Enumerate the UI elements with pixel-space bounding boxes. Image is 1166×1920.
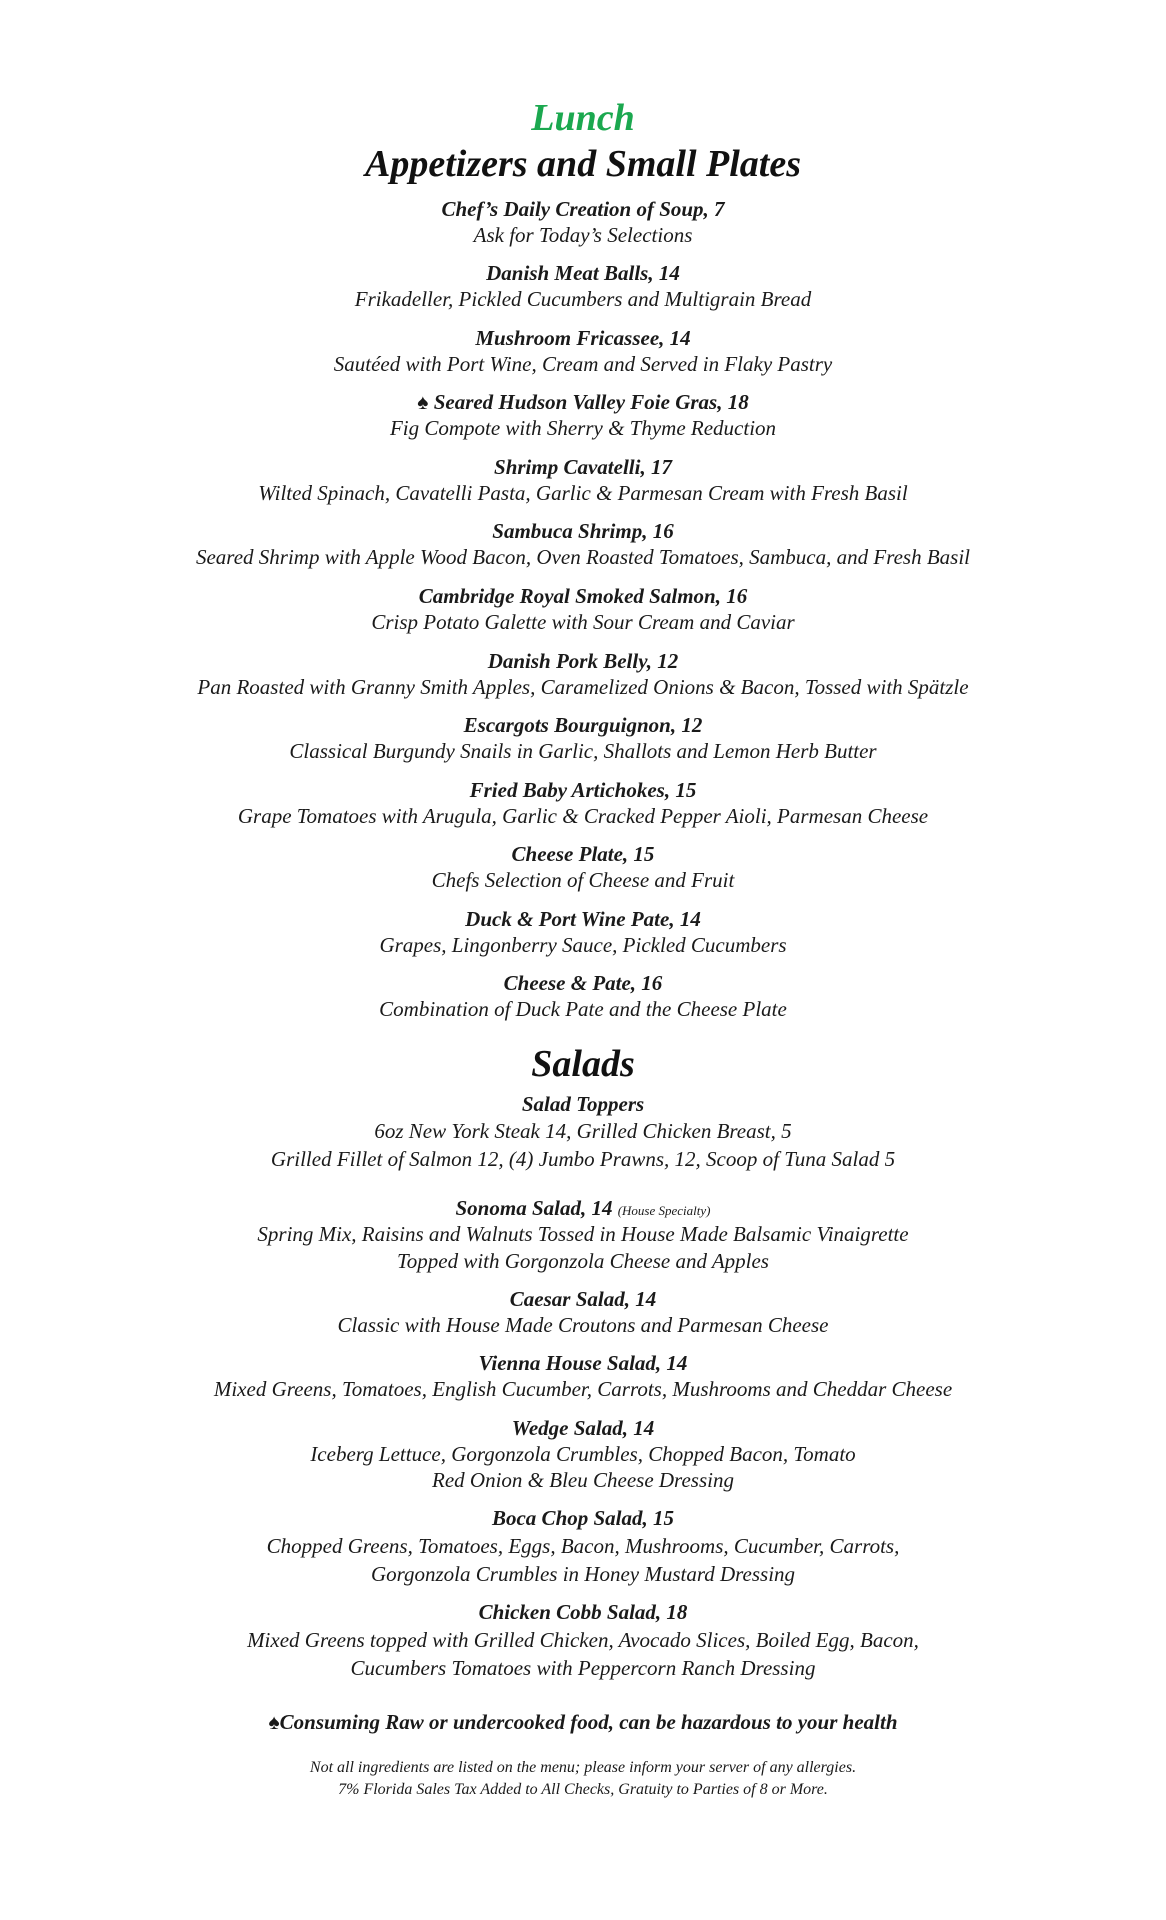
salad-item-desc: Spring Mix, Raisins and Walnuts Tossed in House Made Balsamic Vinaigrette — [257, 1222, 909, 1246]
appetizer-item-name: Cheese & Pate, 16 — [503, 971, 663, 995]
appetizer-item-desc: Fig Compote with Sherry & Thyme Reduction — [389, 416, 777, 440]
salad-item-desc: Red Onion & Bleu Cheese Dressing — [432, 1468, 734, 1492]
appetizer-item-desc: Wilted Spinach, Cavatelli Pasta, Garlic & Parmesan Cream with Fresh Basil — [258, 481, 908, 505]
appetizer-item-desc: Ask for Today’s Selections — [473, 223, 693, 247]
raw-food-warning: ♠Consuming Raw or undercooked food, can be hazardous to your health — [268, 1710, 898, 1734]
salad-item-name — [0, 1196, 1166, 1221]
salad-toppers-line: Grilled Fillet of Salmon 12, (4) Jumbo Prawns, 12, Scoop of Tuna Salad 5 — [270, 1147, 896, 1171]
salad-toppers-title: Salad Toppers — [521, 1092, 645, 1116]
appetizer-item-name: Duck & Port Wine Pate, 14 — [465, 907, 701, 931]
salad-toppers-line: 6oz New York Steak 14, Grilled Chicken Breast, 5 — [374, 1119, 792, 1143]
salad-item-desc: Topped with Gorgonzola Cheese and Apples — [397, 1249, 769, 1273]
salad-item-name: Vienna House Salad, 14 — [478, 1351, 688, 1375]
salad-item-name: Chicken Cobb Salad, 18 — [478, 1600, 688, 1624]
appetizer-item-desc: Combination of Duck Pate and the Cheese Plate — [379, 997, 787, 1021]
appetizer-item-name: ♠ Seared Hudson Valley Foie Gras, 18 — [417, 390, 749, 414]
salad-item-desc: Classic with House Made Croutons and Parmesan Cheese — [337, 1313, 829, 1337]
salad-item-name-text: Sonoma Salad, 14 — [455, 1196, 613, 1220]
menu-meal-title: Lunch — [531, 97, 635, 139]
appetizer-item-desc: Grapes, Lingonberry Sauce, Pickled Cucumbers — [379, 933, 787, 957]
appetizer-item-desc: Sautéed with Port Wine, Cream and Served in Flaky Pastry — [333, 352, 833, 376]
salad-item-desc: Chopped Greens, Tomatoes, Eggs, Bacon, Mushrooms, Cucumber, Carrots, — [266, 1534, 900, 1558]
appetizer-item-name: Escargots Bourguignon, 12 — [463, 713, 703, 737]
appetizer-item-name: Fried Baby Artichokes, 15 — [469, 778, 697, 802]
appetizer-item-desc: Frikadeller, Pickled Cucumbers and Multigrain Bread — [354, 287, 812, 311]
appetizer-item-name: Cheese Plate, 15 — [511, 842, 655, 866]
salad-item-desc: Gorgonzola Crumbles in Honey Mustard Dressing — [370, 1562, 796, 1586]
salad-item-desc: Mixed Greens topped with Grilled Chicken, Avocado Slices, Boiled Egg, Bacon, — [247, 1628, 919, 1652]
appetizer-item-desc: Chefs Selection of Cheese and Fruit — [431, 868, 735, 892]
appetizer-item-name: Mushroom Fricassee, 14 — [475, 326, 691, 350]
salad-item-desc: Iceberg Lettuce, Gorgonzola Crumbles, Chopped Bacon, Tomato — [310, 1442, 856, 1466]
salad-item-name: Caesar Salad, 14 — [509, 1287, 657, 1311]
appetizer-item-desc: Crisp Potato Galette with Sour Cream and Caviar — [371, 610, 795, 634]
salad-item-desc: Cucumbers Tomatoes with Peppercorn Ranch Dressing — [350, 1656, 816, 1680]
allergy-note: Not all ingredients are listed on the menu; please inform your server of any allergies. — [309, 1759, 857, 1776]
appetizer-item-desc: Grape Tomatoes with Arugula, Garlic & Cracked Pepper Aioli, Parmesan Cheese — [237, 804, 929, 828]
appetizer-item-name: Danish Meat Balls, 14 — [486, 261, 680, 285]
tax-gratuity-note: 7% Florida Sales Tax Added to All Checks, Gratuity to Parties of 8 or More. — [338, 1781, 828, 1798]
appetizer-item-desc: Pan Roasted with Granny Smith Apples, Caramelized Onions & Bacon, Tossed with Spätzle — [197, 675, 969, 699]
salad-item-desc: Mixed Greens, Tomatoes, English Cucumber, Carrots, Mushrooms and Cheddar Cheese — [213, 1377, 953, 1401]
salad-item-name: Wedge Salad, 14 — [511, 1416, 655, 1440]
appetizers-section-title: Appetizers and Small Plates — [365, 143, 801, 185]
appetizer-item-name: Shrimp Cavatelli, 17 — [494, 455, 672, 479]
appetizer-item-name: Cambridge Royal Smoked Salmon, 16 — [418, 584, 748, 608]
appetizer-item-desc: Classical Burgundy Snails in Garlic, Shallots and Lemon Herb Butter — [289, 739, 877, 763]
appetizer-item-name: Danish Pork Belly, 12 — [487, 649, 679, 673]
appetizer-item-name: Chef’s Daily Creation of Soup, 7 — [441, 197, 725, 221]
house-specialty-note: (House Specialty) — [617, 1203, 711, 1218]
salads-section-title: Salads — [531, 1043, 635, 1085]
appetizer-item-desc: Seared Shrimp with Apple Wood Bacon, Oven Roasted Tomatoes, Sambuca, and Fresh Basil — [195, 545, 971, 569]
salad-item-name: Boca Chop Salad, 15 — [491, 1506, 675, 1530]
appetizer-item-name: Sambuca Shrimp, 16 — [492, 519, 674, 543]
